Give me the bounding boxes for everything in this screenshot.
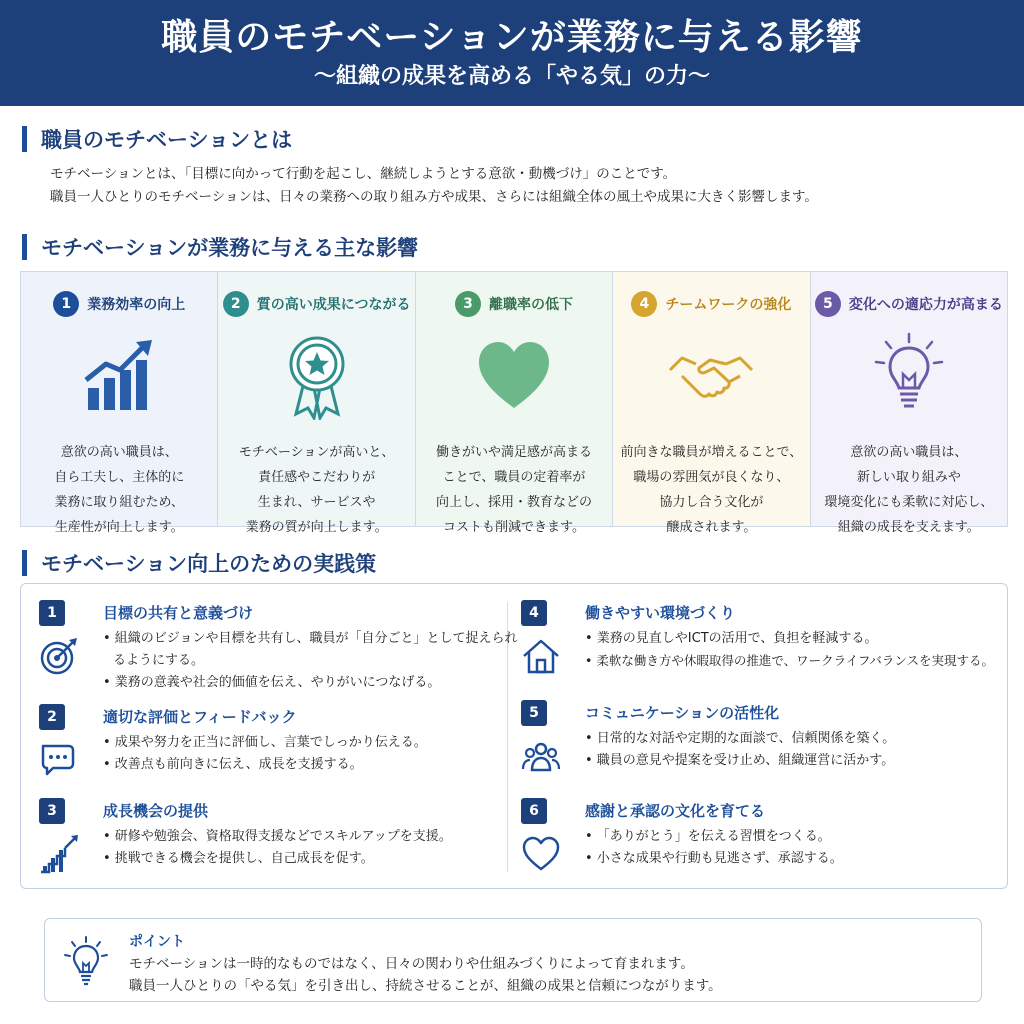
card-body (811, 440, 1007, 540)
intro-line: 職員一人ひとりのモチベーションは、日々の業務への取り組み方や成果、さらには組織全体の風土や成果に大きく影響します。 (50, 189, 818, 205)
practice-bullet: • 成果や努力を正当に評価し、言葉でしっかり伝える。 (103, 735, 427, 750)
practice-item-gratitude (521, 798, 1001, 888)
card-body-line: 意欲の高い職員は、 (60, 445, 178, 460)
practice-bullet: • 業務の見直しやICTの活用で、負担を軽減する。 (585, 631, 878, 646)
practice-bullet: • 小さな成果や行動も見逃さず、承認する。 (585, 851, 843, 866)
practice-number: 3 (39, 798, 65, 824)
card-title: 質の高い成果につながる (256, 297, 411, 313)
point-line: 職員一人ひとりの「やる気」を引き出し、持続させることが、組織の成果と信頼につながります。 (129, 978, 722, 994)
card-title: 変化への適応力が高まる (848, 297, 1003, 313)
practice-title: 働きやすい環境づくり (585, 604, 736, 622)
card-number: 4 (631, 291, 657, 317)
card-body-line: 業務の質が向上します。 (245, 520, 388, 535)
practice-title: 感謝と承認の文化を育てる (585, 802, 766, 820)
house-icon (521, 636, 561, 676)
header-banner (0, 0, 1024, 106)
heart-icon (469, 330, 559, 420)
practice-item-communication (521, 700, 1001, 790)
section-heading-text: モチベーション向上のための実践策 (41, 552, 377, 576)
practice-title: 目標の共有と意義づけ (103, 604, 254, 622)
practice-bullet: • 組織のビジョンや目標を共有し、職員が「自分ごと」として捉えられるようにする。 (103, 631, 518, 668)
practice-item-environment (521, 600, 1001, 690)
practice-number: 1 (39, 600, 65, 626)
practice-bullet: • 業務の意義や社会的価値を伝え、やりがいにつなげる。 (103, 675, 441, 690)
practice-bullets (585, 728, 1015, 772)
impact-card-teamwork (613, 272, 810, 535)
impact-card-retention (416, 272, 613, 535)
practice-number: 5 (521, 700, 547, 726)
award-ribbon-icon (272, 330, 362, 420)
people-group-icon (521, 736, 561, 776)
growth-chart-icon (74, 330, 164, 420)
card-body (218, 440, 414, 540)
card-body-line: 醸成されます。 (666, 520, 757, 535)
card-body (416, 440, 612, 540)
card-body-line: モチベーションが高いと、 (238, 445, 395, 460)
card-body-line: 意欲の高い職員は、 (850, 445, 968, 460)
card-number: 1 (53, 291, 79, 317)
practice-bullet: • 「ありがとう」を伝える習慣をつくる。 (585, 829, 831, 844)
card-body-line: 環境変化にも柔軟に対応し、 (824, 495, 994, 510)
practice-title: 成長機会の提供 (103, 802, 209, 820)
impact-cards (20, 271, 1008, 535)
practice-number: 4 (521, 600, 547, 626)
impact-card-quality (218, 272, 415, 535)
card-header (811, 290, 1007, 318)
card-header (416, 290, 612, 318)
card-number: 2 (223, 291, 249, 317)
lightbulb-icon (61, 935, 111, 987)
practice-bullets (585, 826, 1015, 870)
page-subtitle: 〜組織の成果を高める「やる気」の力〜 (313, 64, 710, 89)
section-heading-text: モチベーションが業務に与える主な影響 (41, 236, 419, 260)
card-body-line: 生産性が向上します。 (54, 520, 184, 535)
point-label: ポイント (129, 934, 185, 950)
practice-number: 6 (521, 798, 547, 824)
practice-bullet: • 職員の意見や提案を受け止め、組織運営に活かす。 (585, 753, 895, 768)
practice-bullet: • 挑戦できる機会を提供し、自己成長を促す。 (103, 851, 374, 866)
chat-bubbles-icon (39, 740, 79, 780)
card-header (613, 290, 809, 318)
card-title: チームワークの強化 (665, 297, 792, 313)
practice-number: 2 (39, 704, 65, 730)
card-body-line: 責任感やこだわりが (258, 470, 376, 485)
practice-bullets (103, 732, 523, 776)
heading-bar (22, 234, 27, 260)
impact-card-efficiency (21, 272, 218, 535)
card-body-line: ことで、職員の定着率が (442, 470, 586, 485)
section-heading-text: 職員のモチベーションとは (41, 128, 293, 152)
practice-bullet: • 柔軟な働き方や休暇取得の推進で、ワークライフバランスを実現する。 (585, 653, 994, 668)
card-body-line: 業務に取り組むため、 (54, 495, 184, 510)
heart-outline-icon (521, 834, 561, 874)
card-body-line: 新しい取り組みや (856, 470, 961, 485)
intro-text (50, 163, 990, 209)
practice-item-goals (39, 600, 519, 690)
card-body-line: 生まれ、サービスや (257, 495, 376, 510)
lightbulb-icon (864, 330, 954, 420)
practice-title: 適切な評価とフィードバック (103, 708, 297, 726)
card-body-line: 自ら工夫し、主体的に (54, 470, 185, 485)
card-header (218, 290, 414, 318)
card-body-line: 職場の雰囲気が良くなり、 (633, 470, 790, 485)
page-title: 職員のモチベーションが業務に与える影響 (161, 17, 863, 58)
section-heading-impact (22, 232, 418, 262)
target-icon (39, 636, 79, 676)
card-header (21, 290, 217, 318)
handshake-icon (666, 330, 756, 420)
card-title: 業務効率の向上 (87, 297, 186, 313)
card-body-line: コストも削減できます。 (443, 520, 585, 535)
card-body-line: 組織の成長を支えます。 (837, 520, 980, 535)
practice-bullet: • 改善点も前向きに伝え、成長を支援する。 (103, 757, 363, 772)
practice-bullets (585, 628, 1015, 672)
practice-bullets (103, 628, 523, 694)
practice-title: コミュニケーションの活性化 (585, 704, 780, 722)
practice-bullets (103, 826, 523, 870)
impact-card-adaptability (811, 272, 1007, 535)
intro-line: モチベーションとは、「目標に向かって行動を起こし、継続しようとする意欲・動機づけ」のことです。 (50, 166, 677, 182)
card-body (613, 440, 809, 540)
card-body-line: 働きがいや満足感が高まる (436, 445, 593, 460)
practice-item-growth (39, 798, 519, 888)
heading-bar (22, 126, 27, 152)
stairs-growth-icon (39, 834, 79, 874)
card-body-line: 協力し合う文化が (659, 495, 764, 510)
practice-bullet: • 日常的な対話や定期的な面談で、信頼関係を築く。 (585, 731, 896, 746)
section-heading-definition (22, 124, 292, 154)
card-number: 5 (815, 291, 841, 317)
card-body-line: 向上し、採用・教育などの (436, 495, 593, 510)
section-heading-practice (22, 548, 376, 578)
card-title: 離職率の低下 (489, 297, 574, 313)
point-text (129, 953, 722, 997)
point-line: モチベーションは一時的なものではなく、日々の関わりや仕組みづくりによって育まれます。 (129, 956, 694, 972)
point-box (44, 918, 982, 1002)
practice-item-feedback (39, 704, 519, 794)
practice-box (20, 583, 1008, 889)
card-body-line: 前向きな職員が増えることで、 (620, 445, 803, 460)
card-body (21, 440, 217, 540)
heading-bar (22, 550, 27, 576)
practice-bullet: • 研修や勉強会、資格取得支援などでスキルアップを支援。 (103, 829, 452, 844)
card-number: 3 (455, 291, 481, 317)
